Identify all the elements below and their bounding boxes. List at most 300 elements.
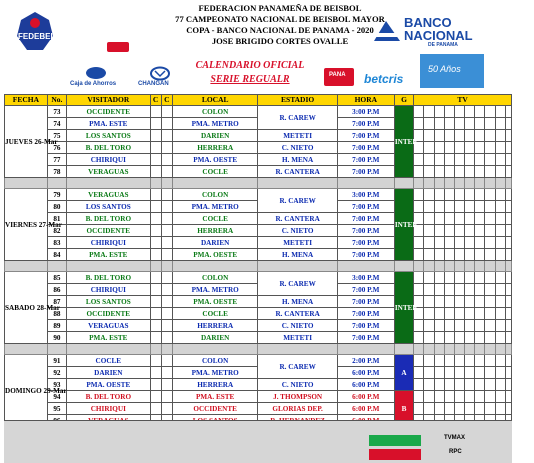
visitor-team: PMA. OESTE (67, 379, 150, 391)
tv-cell (434, 391, 444, 403)
series-title: SERIE REGUALR (210, 74, 290, 85)
tv-cell (505, 130, 511, 142)
game-time: 7:00 P.M (337, 308, 394, 320)
tv-cell (475, 249, 485, 261)
tv-cell (444, 189, 454, 201)
game-time: 6:00 P.M (337, 367, 394, 379)
tv-cell (434, 308, 444, 320)
tv-cell (444, 142, 454, 154)
tv-cell (495, 272, 505, 284)
visitor-score (150, 189, 161, 201)
tv-cell (414, 320, 424, 332)
tv-cell (485, 189, 495, 201)
visitor-score (150, 154, 161, 166)
visitor-team: B. DEL TORO (67, 272, 150, 284)
visitor-team: PMA. ESTE (67, 118, 150, 130)
game-number: 73 (47, 106, 66, 118)
visitor-team: PMA. ESTE (67, 332, 150, 344)
tv-cell (475, 308, 485, 320)
local-team: PMA. METRO (172, 284, 258, 296)
visitor-score (150, 332, 161, 344)
tv-cell (424, 332, 434, 344)
visitor-team: LOS SANTOS (67, 201, 150, 213)
game-number: 77 (47, 154, 66, 166)
tv-cell (434, 142, 444, 154)
tv-cell (495, 403, 505, 415)
tv-cell (444, 213, 454, 225)
local-score (161, 142, 172, 154)
betcris-logo: betcris (364, 72, 404, 86)
tv-cell (495, 106, 505, 118)
tv-cell (495, 249, 505, 261)
tv-cell (465, 391, 475, 403)
game-number: 90 (47, 332, 66, 344)
stadium: J. THOMPSON (258, 391, 337, 403)
game-row (5, 272, 512, 284)
visitor-team: OCCIDENTE (67, 106, 150, 118)
tv-cell (505, 189, 511, 201)
tv-cell (444, 201, 454, 213)
caja-ahorros-label: Caja de Ahorros (70, 81, 117, 87)
local-team: PMA. METRO (172, 367, 258, 379)
local-team: PMA. ESTE (172, 391, 258, 403)
tv-cell (485, 118, 495, 130)
tv-cell (424, 320, 434, 332)
game-time: 7:00 P.M (337, 320, 394, 332)
visitor-score (150, 403, 161, 415)
local-team: COLON (172, 106, 258, 118)
tv-cell (475, 296, 485, 308)
visitor-score (150, 355, 161, 367)
tv-cell (434, 284, 444, 296)
stadium: METETI (258, 237, 337, 249)
tvmax-label: TVMAX (444, 435, 465, 441)
schedule-table (4, 94, 512, 438)
tv-cell (454, 130, 464, 142)
tv-cell (424, 379, 434, 391)
tv-cell (465, 213, 475, 225)
tv-cell (465, 142, 475, 154)
game-row (5, 106, 512, 118)
visitor-score (150, 391, 161, 403)
tv-cell (454, 320, 464, 332)
tv-cell (465, 237, 475, 249)
tv-cell (485, 106, 495, 118)
tv-cell (424, 130, 434, 142)
tv-cell (414, 166, 424, 178)
tv-cell (485, 355, 495, 367)
day-separator (5, 344, 512, 355)
tv-cell (454, 106, 464, 118)
game-time: 7:00 P.M (337, 332, 394, 344)
local-score (161, 213, 172, 225)
local-team: PMA. OESTE (172, 154, 258, 166)
game-row (5, 332, 512, 344)
tv-cell (454, 201, 464, 213)
banco-emblem-icon (372, 15, 402, 45)
game-number: 95 (47, 403, 66, 415)
tv-cell (475, 332, 485, 344)
col-no: No. (47, 95, 66, 106)
tv-cell (444, 154, 454, 166)
game-number: 93 (47, 379, 66, 391)
tv-cell (414, 237, 424, 249)
tv-cell (444, 237, 454, 249)
tv-cell (444, 391, 454, 403)
fedebeis-label: FEDEBEIS (18, 32, 59, 41)
game-date: JUEVES 26-Mar (5, 106, 48, 178)
game-date: SABADO 28-Mar (5, 272, 48, 344)
tv-cell (505, 308, 511, 320)
game-number: 91 (47, 355, 66, 367)
local-team: COCLE (172, 213, 258, 225)
game-time: 7:00 P.M (337, 284, 394, 296)
tv-cell (465, 225, 475, 237)
tv-cell (434, 213, 444, 225)
tv-cell (414, 403, 424, 415)
tv-cell (424, 225, 434, 237)
game-time: 7:00 P.M (337, 296, 394, 308)
g-indicator: INTER (394, 106, 413, 178)
tv-cell (444, 379, 454, 391)
tv-cell (414, 249, 424, 261)
local-score (161, 166, 172, 178)
tv-cell (424, 142, 434, 154)
game-time: 7:00 P.M (337, 166, 394, 178)
tv-cell (465, 130, 475, 142)
tv-cell (475, 355, 485, 367)
visitor-score (150, 308, 161, 320)
visitor-score (150, 142, 161, 154)
tv-cell (414, 189, 424, 201)
local-score (161, 308, 172, 320)
tv-cell (465, 296, 475, 308)
tv-cell (485, 142, 495, 154)
tv-cell (475, 379, 485, 391)
tv-cell (485, 272, 495, 284)
rpc-swatch (369, 449, 421, 460)
tv-cell (434, 225, 444, 237)
visitor-score (150, 166, 161, 178)
banco-word-2: NACIONAL (404, 28, 473, 43)
local-team: DARIEN (172, 332, 258, 344)
local-team: COLON (172, 272, 258, 284)
tv-cell (465, 154, 475, 166)
tv-cell (505, 296, 511, 308)
game-row (5, 213, 512, 225)
tv-cell (485, 213, 495, 225)
g-indicator: INTER (394, 189, 413, 261)
tv-cell (495, 308, 505, 320)
game-row (5, 142, 512, 154)
tv-cell (485, 130, 495, 142)
tv-cell (414, 118, 424, 130)
visitor-score (150, 201, 161, 213)
anniversary-label: 50 Años (428, 64, 461, 74)
tv-cell (454, 237, 464, 249)
stadium: C. NIETO (258, 142, 337, 154)
game-row (5, 391, 512, 403)
tv-cell (505, 403, 511, 415)
tv-cell (495, 355, 505, 367)
tv-cell (505, 249, 511, 261)
tv-cell (414, 379, 424, 391)
game-time: 3:00 P.M (337, 272, 394, 284)
local-team: PMA. METRO (172, 201, 258, 213)
game-time: 7:00 P.M (337, 130, 394, 142)
stadium: METETI (258, 332, 337, 344)
tv-cell (424, 201, 434, 213)
local-score (161, 284, 172, 296)
tv-cell (475, 106, 485, 118)
tv-cell (424, 367, 434, 379)
changan-logo (150, 67, 170, 80)
game-row (5, 403, 512, 415)
tv-cell (434, 367, 444, 379)
tv-cell (505, 391, 511, 403)
visitor-team: B. DEL TORO (67, 391, 150, 403)
tv-cell (434, 332, 444, 344)
tv-cell (444, 284, 454, 296)
tv-cell (424, 355, 434, 367)
game-time: 7:00 P.M (337, 249, 394, 261)
pana-label: PANA (329, 72, 346, 78)
tv-cell (434, 201, 444, 213)
tv-cell (465, 379, 475, 391)
tv-cell (465, 118, 475, 130)
game-row (5, 249, 512, 261)
local-score (161, 225, 172, 237)
game-number: 81 (47, 213, 66, 225)
legend-footer (4, 420, 512, 463)
local-score (161, 296, 172, 308)
local-score (161, 367, 172, 379)
tv-cell (434, 189, 444, 201)
tv-cell (495, 142, 505, 154)
tv-cell (465, 249, 475, 261)
game-time: 6:00 P.M (337, 403, 394, 415)
tv-cell (424, 213, 434, 225)
visitor-score (150, 296, 161, 308)
tv-cell (475, 154, 485, 166)
tv-cell (454, 213, 464, 225)
visitor-score (150, 320, 161, 332)
tv-cell (434, 296, 444, 308)
local-score (161, 237, 172, 249)
tv-cell (444, 130, 454, 142)
game-time: 7:00 P.M (337, 213, 394, 225)
banco-word-3: DE PANAMA (428, 42, 458, 48)
game-number: 74 (47, 118, 66, 130)
tv-cell (475, 166, 485, 178)
banco-word-1: BANCO (404, 15, 452, 30)
title-line-1: FEDERACION PANAMEÑA DE BEISBOL (198, 3, 362, 13)
local-score (161, 403, 172, 415)
game-number: 84 (47, 249, 66, 261)
tv-cell (485, 379, 495, 391)
local-team: HERRERA (172, 142, 258, 154)
tv-cell (495, 320, 505, 332)
tv-cell (454, 225, 464, 237)
tv-cell (465, 308, 475, 320)
tv-cell (495, 237, 505, 249)
tv-cell (495, 296, 505, 308)
local-team: PMA. METRO (172, 118, 258, 130)
game-date: DOMINGO 29-Mar (5, 355, 48, 427)
game-time: 7:00 P.M (337, 237, 394, 249)
tv-cell (454, 284, 464, 296)
tv-cell (495, 118, 505, 130)
stadium: R. CAREW (258, 272, 337, 296)
visitor-team: VERAGUAS (67, 189, 150, 201)
tv-cell (485, 403, 495, 415)
local-score (161, 249, 172, 261)
local-score (161, 130, 172, 142)
visitor-team: CHIRIQUI (67, 403, 150, 415)
tv-cell (454, 391, 464, 403)
local-score (161, 379, 172, 391)
tv-cell (485, 249, 495, 261)
game-number: 86 (47, 284, 66, 296)
local-score (161, 355, 172, 367)
game-time: 7:00 P.M (337, 142, 394, 154)
tv-cell (424, 189, 434, 201)
local-team: DARIEN (172, 130, 258, 142)
game-row (5, 166, 512, 178)
visitor-score (150, 249, 161, 261)
visitor-team: B. DEL TORO (67, 213, 150, 225)
tv-cell (475, 142, 485, 154)
tv-cell (505, 106, 511, 118)
tv-cell (485, 201, 495, 213)
tv-cell (424, 284, 434, 296)
pana-logo (324, 68, 354, 86)
tv-cell (475, 367, 485, 379)
tv-cell (505, 154, 511, 166)
tv-cell (475, 201, 485, 213)
tv-cell (505, 213, 511, 225)
tv-cell (465, 367, 475, 379)
col-visitor: VISITADOR (67, 95, 150, 106)
game-number: 94 (47, 391, 66, 403)
game-row (5, 154, 512, 166)
tv-cell (505, 379, 511, 391)
anniversary-logo (420, 54, 484, 88)
tv-cell (444, 332, 454, 344)
local-score (161, 391, 172, 403)
visitor-team: OCCIDENTE (67, 225, 150, 237)
tv-cell (454, 308, 464, 320)
visitor-team: VERAGUAS (67, 320, 150, 332)
tv-cell (434, 106, 444, 118)
day-separator (5, 178, 512, 189)
local-team: COCLE (172, 166, 258, 178)
tv-cell (465, 201, 475, 213)
local-team: HERRERA (172, 379, 258, 391)
title-line-3: COPA - BANCO NACIONAL DE PANAMA - 2020 (186, 25, 374, 35)
tv-cell (495, 391, 505, 403)
tv-cell (444, 308, 454, 320)
tv-cell (414, 201, 424, 213)
tv-cell (434, 272, 444, 284)
tv-cell (444, 296, 454, 308)
tv-cell (505, 272, 511, 284)
tv-cell (475, 225, 485, 237)
tv-cell (485, 154, 495, 166)
stadium: R. CAREW (258, 106, 337, 130)
game-number: 80 (47, 201, 66, 213)
tv-cell (475, 272, 485, 284)
local-score (161, 332, 172, 344)
title-line-2: 77 CAMPEONATO NACIONAL DE BEISBOL MAYOR (175, 14, 385, 24)
tvmax-swatch (369, 435, 421, 446)
tv-cell (475, 320, 485, 332)
local-score (161, 118, 172, 130)
visitor-score (150, 379, 161, 391)
g-indicator: INTER (394, 272, 413, 344)
game-time: 7:00 P.M (337, 201, 394, 213)
tv-cell (505, 284, 511, 296)
tv-cell (434, 154, 444, 166)
visitor-score (150, 284, 161, 296)
tv-cell (495, 213, 505, 225)
stadium: C. NIETO (258, 379, 337, 391)
game-row (5, 379, 512, 391)
tv-cell (495, 225, 505, 237)
visitor-team: CHIRIQUI (67, 237, 150, 249)
stadium: METETI (258, 130, 337, 142)
game-number: 75 (47, 130, 66, 142)
game-number: 76 (47, 142, 66, 154)
tv-cell (444, 225, 454, 237)
game-time: 3:00 P.M (337, 189, 394, 201)
col-time: HORA (337, 95, 394, 106)
local-team: HERRERA (172, 225, 258, 237)
banco-nacional-logo (372, 13, 490, 48)
local-team: OCCIDENTE (172, 403, 258, 415)
tv-cell (414, 106, 424, 118)
tv-cell (434, 118, 444, 130)
game-number: 78 (47, 166, 66, 178)
tv-cell (444, 118, 454, 130)
visitor-score (150, 225, 161, 237)
tv-cell (465, 355, 475, 367)
tv-cell (485, 237, 495, 249)
col-tv: TV (414, 95, 512, 106)
tv-cell (424, 391, 434, 403)
tv-cell (414, 367, 424, 379)
tv-cell (434, 249, 444, 261)
local-team: PMA. OESTE (172, 249, 258, 261)
visitor-team: OCCIDENTE (67, 308, 150, 320)
tv-cell (465, 332, 475, 344)
game-row (5, 308, 512, 320)
local-score (161, 320, 172, 332)
visitor-team: DARIEN (67, 367, 150, 379)
game-row (5, 130, 512, 142)
tv-cell (505, 201, 511, 213)
tv-cell (454, 154, 464, 166)
day-separator (5, 261, 512, 272)
tv-cell (485, 332, 495, 344)
tv-cell (465, 403, 475, 415)
tv-cell (465, 106, 475, 118)
game-number: 89 (47, 320, 66, 332)
game-row (5, 355, 512, 367)
tv-cell (495, 379, 505, 391)
visitor-score (150, 213, 161, 225)
tv-cell (485, 296, 495, 308)
